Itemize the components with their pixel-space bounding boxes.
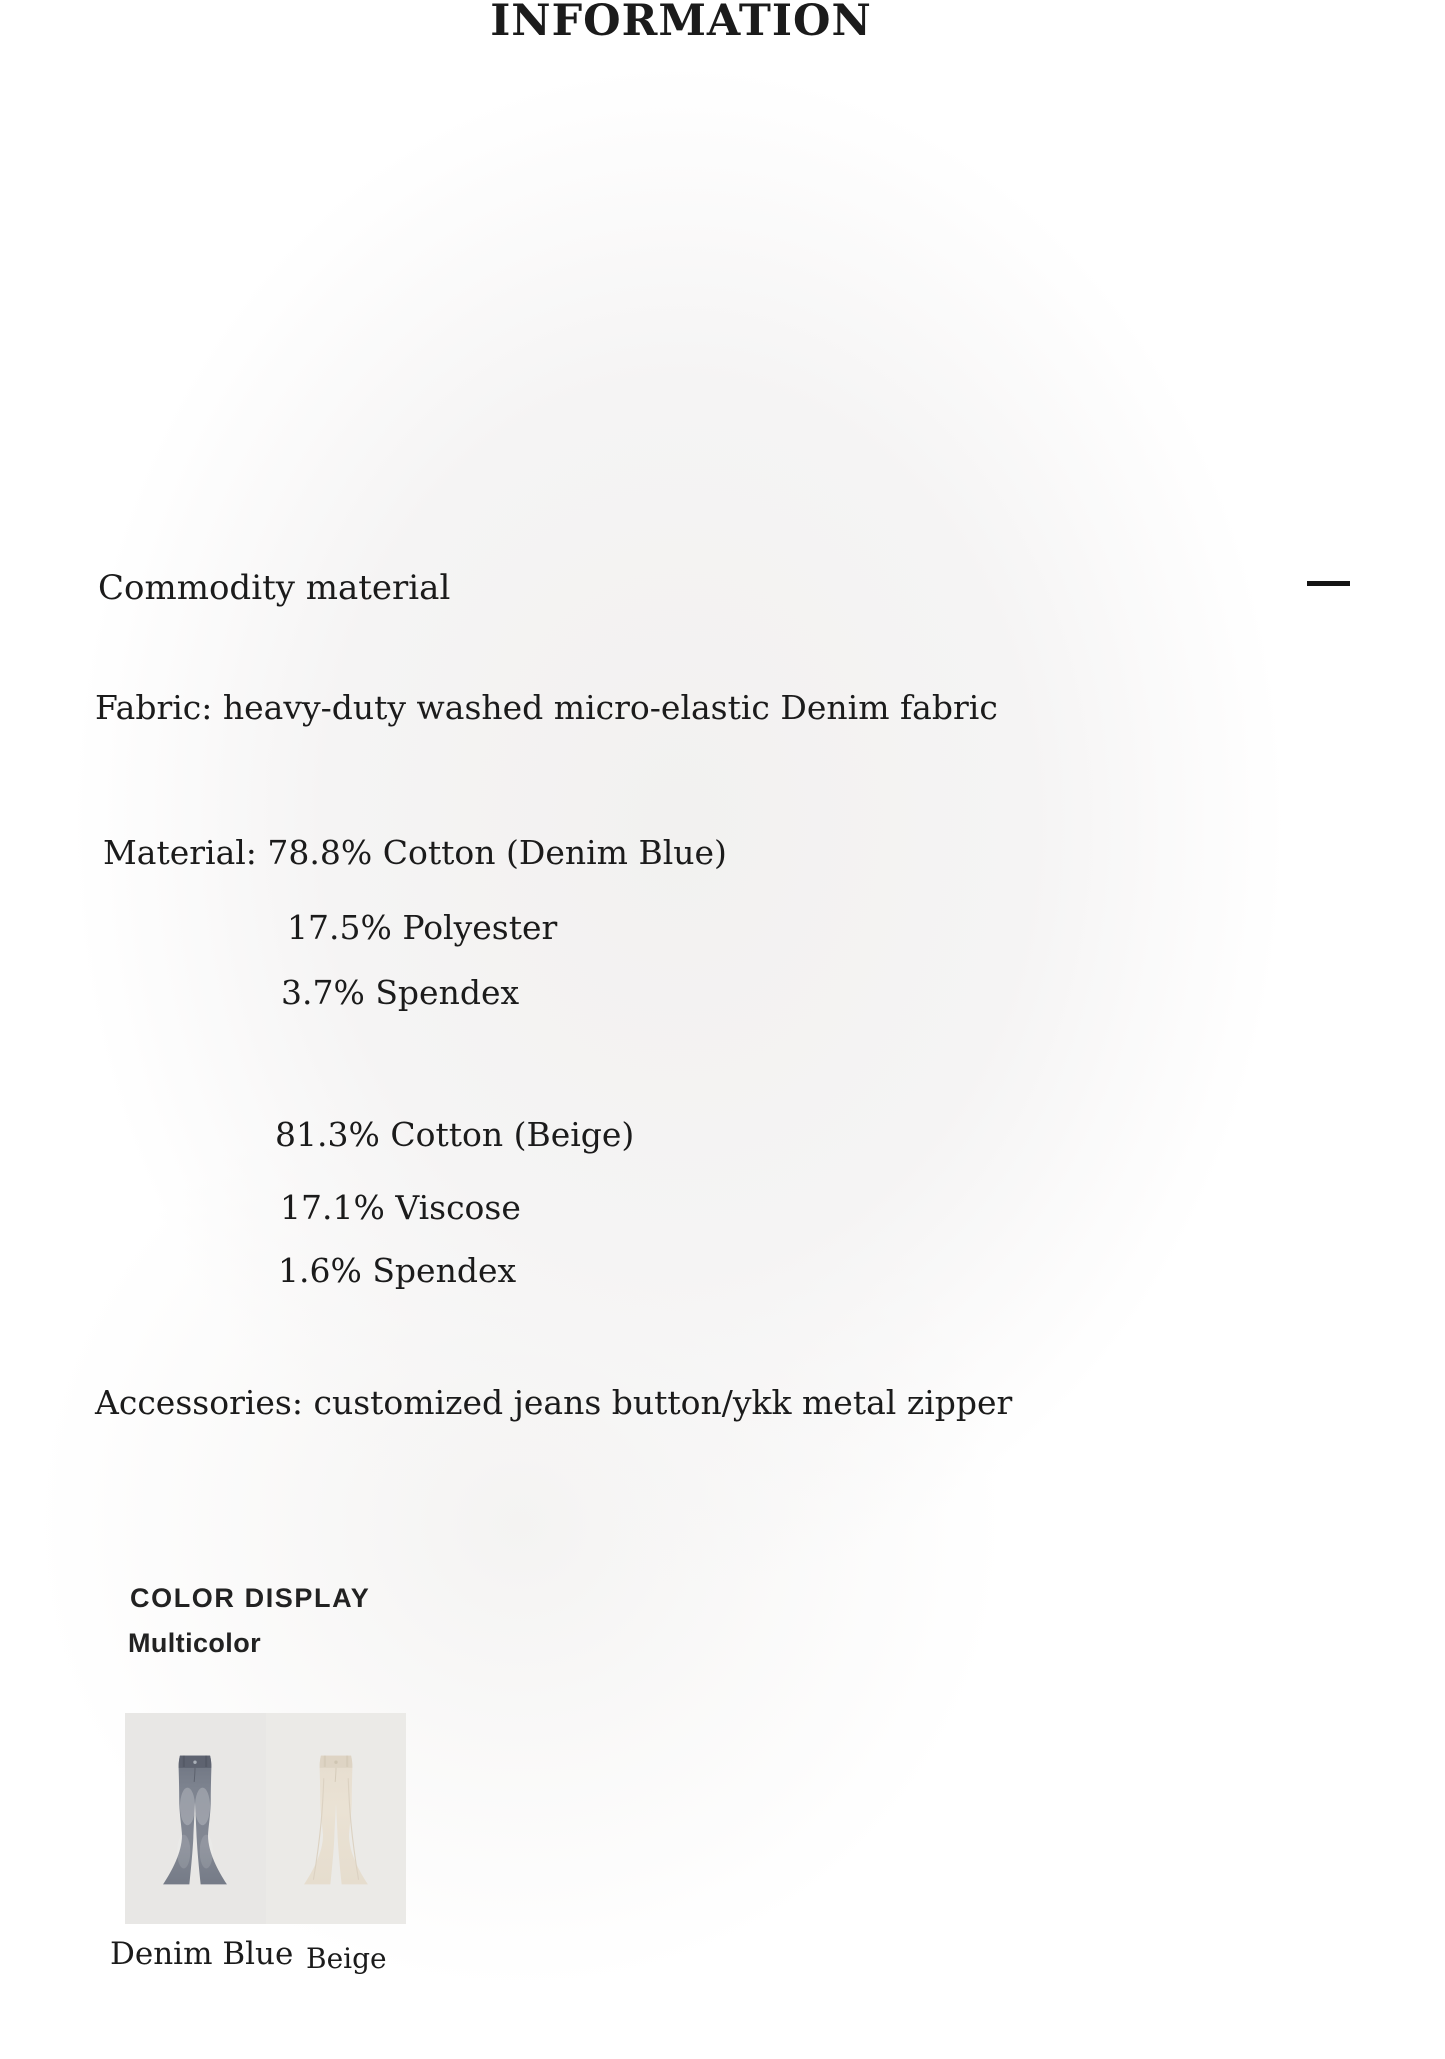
color-display-heading: COLOR DISPLAY: [130, 1583, 371, 1613]
denim-blue-product-image: [125, 1713, 266, 1924]
denim-blue-color-label: Denim Blue: [110, 1936, 294, 1972]
material-denim-blue-polyester: 17.5% Polyester: [287, 908, 558, 947]
beige-jeans-image: [283, 1750, 389, 1891]
section-collapse-dash-icon[interactable]: [1307, 581, 1350, 586]
beige-color-label: Beige: [306, 1942, 387, 1975]
fabric-description: Fabric: heavy-duty washed micro-elastic Denim fabric: [95, 688, 998, 727]
beige-product-image: [266, 1713, 407, 1924]
material-denim-blue-cotton: Material: 78.8% Cotton (Denim Blue): [103, 833, 727, 872]
multicolor-subheading: Multicolor: [128, 1628, 261, 1658]
commodity-material-heading: Commodity material: [98, 568, 451, 608]
denim-blue-jeans-image: [142, 1750, 248, 1891]
page-title: INFORMATION: [490, 0, 872, 46]
material-beige-spendex: 1.6% Spendex: [278, 1251, 517, 1290]
accessories-description: Accessories: customized jeans button/ykk metal zipper: [95, 1383, 1013, 1422]
material-beige-cotton: 81.3% Cotton (Beige): [275, 1115, 635, 1154]
color-display-photos: [125, 1713, 406, 1924]
material-denim-blue-spendex: 3.7% Spendex: [281, 973, 520, 1012]
material-beige-viscose: 17.1% Viscose: [280, 1188, 521, 1227]
